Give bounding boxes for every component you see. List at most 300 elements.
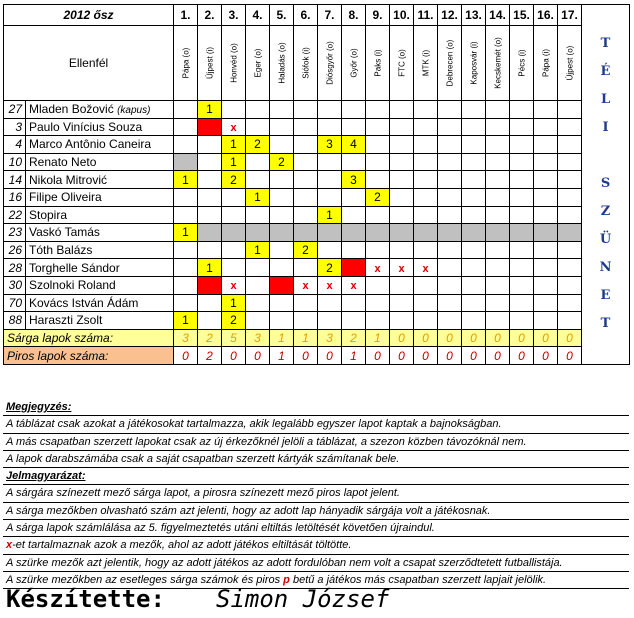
- card-cell: [270, 101, 294, 119]
- player-name-cell: [26, 188, 174, 206]
- player-row: [4, 312, 630, 330]
- card-cell: [342, 101, 366, 119]
- yellow-card-count: 1: [206, 102, 213, 117]
- yellow-card-count: 1: [254, 243, 261, 258]
- shirt-number: 10: [4, 153, 26, 171]
- card-cell: [510, 312, 534, 330]
- yellow-total-value: 0: [438, 329, 462, 347]
- card-cell: [534, 259, 558, 277]
- player-row: [4, 153, 630, 171]
- yellow-card-cell: [318, 136, 342, 154]
- card-cell: [246, 294, 270, 312]
- player-row: [4, 206, 630, 224]
- legend-line: [3, 537, 629, 554]
- card-cell: [270, 259, 294, 277]
- p-mark: p: [283, 573, 290, 586]
- yellow-card-count: 2: [230, 313, 237, 328]
- opponent-header: [198, 26, 222, 101]
- opponent-name: Eger (o): [253, 48, 263, 78]
- player-name-cell: [26, 224, 174, 242]
- shirt-number: 26: [4, 241, 26, 259]
- opponent-header: [462, 26, 486, 101]
- player-name-cell: [26, 241, 174, 259]
- yellow-card-count: 2: [326, 260, 333, 275]
- note-line: A lapok darabszámába csak a saját csapatban szerzett kártyák számítanak bele.: [3, 451, 629, 468]
- card-cell: [294, 118, 318, 136]
- inactive-cell: [294, 224, 318, 242]
- player-note: (kapus): [117, 105, 151, 117]
- card-cell: [438, 188, 462, 206]
- card-cell: [198, 312, 222, 330]
- card-cell: [174, 276, 198, 294]
- player-name: Vaskó Tamás: [29, 225, 100, 240]
- card-cell: [510, 276, 534, 294]
- legend-p-after: betű a játékos más csapatban szerzett lapjait jelölik.: [292, 573, 547, 586]
- yellow-card-cell: [222, 153, 246, 171]
- card-cell: [174, 259, 198, 277]
- card-cell: [414, 136, 438, 154]
- shirt-number: 4: [4, 136, 26, 154]
- card-cell: [486, 153, 510, 171]
- card-cell: [558, 136, 582, 154]
- player-name: Marco Antônio Caneira: [29, 137, 152, 152]
- card-cell: [510, 118, 534, 136]
- card-cell: [366, 171, 390, 189]
- inactive-cell: [438, 224, 462, 242]
- yellow-total-value: 0: [390, 329, 414, 347]
- shirt-number: 70: [4, 294, 26, 312]
- red-total-value: 0: [246, 347, 270, 365]
- inactive-cell: [198, 224, 222, 242]
- opponent-header: [174, 26, 198, 101]
- red-total-value: 1: [342, 347, 366, 365]
- round-number: 17.: [558, 5, 582, 26]
- author-line: [6, 585, 626, 615]
- card-cell: [534, 312, 558, 330]
- yellow-card-cell: [198, 101, 222, 119]
- inactive-cell: [486, 224, 510, 242]
- card-cell: [486, 101, 510, 119]
- card-cell: [558, 312, 582, 330]
- yellow-card-cell: [174, 312, 198, 330]
- legend-p-before: A szürke mezőkben az esetleges sárga számok és piros: [6, 573, 281, 586]
- player-name: Kovács István Ádám: [29, 295, 139, 310]
- round-number: 3.: [222, 5, 246, 26]
- card-cell: [198, 171, 222, 189]
- card-cell: [462, 171, 486, 189]
- yellow-card-cell: [366, 188, 390, 206]
- yellow-card-cell: [342, 136, 366, 154]
- opponent-header: [486, 26, 510, 101]
- legend-x-text: -et tartalmaznak azok a mezők, ahol az adott játékos eltiltását töltötte.: [12, 539, 352, 552]
- player-name: Szolnoki Roland: [29, 278, 116, 293]
- opponent-name: Haladás (o): [277, 42, 287, 84]
- shirt-number: 28: [4, 259, 26, 277]
- red-total-value: 0: [462, 347, 486, 365]
- card-cell: [510, 101, 534, 119]
- card-cell: [510, 259, 534, 277]
- opponent-row: [4, 26, 630, 101]
- opponent-name: Debrecen (o): [445, 39, 455, 87]
- card-cell: [294, 136, 318, 154]
- yellow-card-count: 3: [350, 172, 357, 187]
- card-cell: [366, 241, 390, 259]
- shirt-number: 16: [4, 188, 26, 206]
- card-cell: [342, 312, 366, 330]
- card-cell: [510, 153, 534, 171]
- card-cell: [270, 118, 294, 136]
- opponent-header: [534, 26, 558, 101]
- card-cell: [294, 153, 318, 171]
- card-cell: [534, 206, 558, 224]
- player-name-cell: [26, 276, 174, 294]
- yellow-card-cell: [342, 171, 366, 189]
- suspension-mark: x: [230, 280, 237, 293]
- card-cell: [486, 312, 510, 330]
- card-cell: [366, 153, 390, 171]
- card-cell: [246, 118, 270, 136]
- card-cell: [486, 294, 510, 312]
- card-cell: [510, 241, 534, 259]
- opponent-name: Újpest (o): [565, 45, 575, 81]
- card-cell: [390, 118, 414, 136]
- card-cell: [318, 101, 342, 119]
- card-cell: [534, 153, 558, 171]
- winter-break-label: [582, 5, 630, 365]
- card-cell: [486, 118, 510, 136]
- inactive-cell: [414, 224, 438, 242]
- yellow-card-cell: [222, 171, 246, 189]
- player-row: [4, 118, 630, 136]
- red-total-value: 0: [366, 347, 390, 365]
- note-line: A más csapatban szerzett lapokat csak az új érkezőknél jelöli a táblázat, a szezon közben távozóknál nem.: [3, 434, 629, 451]
- card-cell: [414, 206, 438, 224]
- card-cell: [390, 276, 414, 294]
- card-cell: [438, 171, 462, 189]
- card-cell: [558, 118, 582, 136]
- red-total-value: 0: [222, 347, 246, 365]
- card-cell: [510, 294, 534, 312]
- card-cell: [510, 206, 534, 224]
- card-cell: [438, 101, 462, 119]
- red-total-value: 0: [414, 347, 438, 365]
- yellow-card-cell: [222, 312, 246, 330]
- inactive-cell: [462, 224, 486, 242]
- red-total-value: 0: [174, 347, 198, 365]
- card-cell: [294, 188, 318, 206]
- yellow-card-count: 1: [182, 172, 189, 187]
- card-cell: [558, 153, 582, 171]
- round-number: 15.: [510, 5, 534, 26]
- card-cell: [246, 206, 270, 224]
- suspension-mark: x: [326, 280, 333, 293]
- player-name: Nikola Mitrović: [29, 172, 108, 187]
- round-number-row: [4, 5, 630, 26]
- card-cell: [246, 259, 270, 277]
- card-cell: [366, 136, 390, 154]
- card-cell: [462, 276, 486, 294]
- yellow-total-value: 0: [414, 329, 438, 347]
- card-cell: [294, 101, 318, 119]
- red-total-row: [4, 347, 630, 365]
- opponent-name: Kecskemét (o): [493, 37, 503, 89]
- card-cell: [270, 136, 294, 154]
- card-cell: [318, 241, 342, 259]
- card-cell: [558, 188, 582, 206]
- opponent-name: Honvéd (o): [229, 43, 239, 83]
- player-name-cell: [26, 294, 174, 312]
- player-row: [4, 101, 630, 119]
- card-cell: [222, 118, 246, 136]
- opponent-name: Siófok (i): [301, 47, 311, 79]
- card-cell: [462, 259, 486, 277]
- yellow-total-value: 3: [318, 329, 342, 347]
- yellow-card-count: 2: [374, 190, 381, 205]
- yellow-total-value: 0: [462, 329, 486, 347]
- card-cell: [462, 101, 486, 119]
- card-cell: [438, 294, 462, 312]
- opponent-header: [342, 26, 366, 101]
- card-cell: [366, 312, 390, 330]
- yellow-total-row: [4, 329, 630, 347]
- yellow-total-value: 2: [198, 329, 222, 347]
- author-label: Készítette:: [6, 585, 165, 613]
- player-row: [4, 224, 630, 242]
- card-cell: [366, 101, 390, 119]
- x-mark: x: [6, 539, 13, 552]
- red-total-value: 0: [390, 347, 414, 365]
- card-cell: [486, 241, 510, 259]
- legend-line: A sárga lapok számlálása az 5. figyelmeztetés utáni eltiltás letöltését követően újraindul.: [3, 520, 629, 537]
- inactive-cell: [246, 224, 270, 242]
- opponent-name: Pápa (i): [541, 48, 551, 78]
- note-line: A táblázat csak azokat a játékosokat tartalmazza, akik legalább egyszer lapot kaptak a bajnokságban.: [3, 416, 629, 433]
- card-cell: [198, 136, 222, 154]
- card-cell: [438, 259, 462, 277]
- card-cell: [438, 312, 462, 330]
- card-cell: [246, 101, 270, 119]
- card-cell: [390, 259, 414, 277]
- red-card-cell: [198, 118, 222, 136]
- player-row: [4, 276, 630, 294]
- card-cell: [390, 206, 414, 224]
- player-name: Haraszti Zsolt: [29, 313, 103, 328]
- red-total-value: 0: [486, 347, 510, 365]
- card-cell: [342, 276, 366, 294]
- card-cell: [534, 101, 558, 119]
- inactive-cell: [558, 224, 582, 242]
- card-cell: [462, 312, 486, 330]
- card-cell: [390, 101, 414, 119]
- yellow-total-label: Sárga lapok száma:: [4, 329, 174, 347]
- card-cell: [510, 171, 534, 189]
- card-cell: [294, 294, 318, 312]
- inactive-cell: [174, 153, 198, 171]
- suspension-mark: x: [350, 280, 357, 293]
- card-cell: [558, 241, 582, 259]
- opponent-name: Kaposvár (i): [469, 41, 479, 85]
- card-cell: [294, 276, 318, 294]
- notes-section: [3, 399, 629, 589]
- card-cell: [390, 312, 414, 330]
- yellow-card-cell: [294, 241, 318, 259]
- card-cell: [462, 188, 486, 206]
- player-name: Torghelle Sándor: [29, 260, 120, 275]
- red-total-value: 2: [198, 347, 222, 365]
- yellow-card-count: 2: [254, 137, 261, 152]
- card-cell: [486, 171, 510, 189]
- card-cell: [342, 188, 366, 206]
- card-cell: [342, 294, 366, 312]
- suspension-mark: x: [398, 262, 405, 275]
- card-cell: [222, 101, 246, 119]
- card-cell: [174, 294, 198, 312]
- opponent-name: Újpest (i): [205, 46, 215, 80]
- card-cell: [366, 118, 390, 136]
- yellow-card-cell: [246, 136, 270, 154]
- suspension-mark: x: [422, 262, 429, 275]
- yellow-card-count: 2: [278, 155, 285, 170]
- yellow-card-cell: [270, 153, 294, 171]
- card-cell: [534, 188, 558, 206]
- card-cell: [198, 188, 222, 206]
- card-cell: [534, 276, 558, 294]
- card-cell: [486, 259, 510, 277]
- card-cell: [414, 153, 438, 171]
- yellow-card-cell: [246, 188, 270, 206]
- yellow-total-value: 0: [534, 329, 558, 347]
- opponent-name: Pápa (o): [181, 47, 191, 79]
- yellow-card-count: 1: [230, 137, 237, 152]
- shirt-number: 3: [4, 118, 26, 136]
- card-cell: [222, 241, 246, 259]
- player-name-cell: [26, 312, 174, 330]
- winter-break-text: T É L I S Z Ü N E T: [599, 36, 612, 332]
- yellow-total-value: 1: [366, 329, 390, 347]
- yellow-total-value: 3: [174, 329, 198, 347]
- suspension-mark: x: [302, 280, 309, 293]
- card-cell: [438, 276, 462, 294]
- opponent-name: Pécs (i): [517, 49, 527, 77]
- opponent-header: [390, 26, 414, 101]
- ellenfel-label: Ellenfél: [4, 26, 174, 101]
- card-cell: [558, 206, 582, 224]
- opponent-name: Paks (i): [373, 49, 383, 77]
- yellow-card-count: 1: [230, 295, 237, 310]
- yellow-card-count: 4: [350, 137, 357, 152]
- opponent-header: [222, 26, 246, 101]
- card-cell: [438, 118, 462, 136]
- yellow-card-count: 3: [326, 137, 333, 152]
- inactive-cell: [270, 224, 294, 242]
- shirt-number: 88: [4, 312, 26, 330]
- card-cell: [246, 312, 270, 330]
- opponent-name: MTK (i): [421, 49, 431, 77]
- card-cell: [438, 153, 462, 171]
- card-cell: [486, 136, 510, 154]
- opponent-name: Győr (o): [349, 48, 359, 78]
- red-total-value: 0: [510, 347, 534, 365]
- yellow-total-value: 2: [342, 329, 366, 347]
- yellow-card-count: 1: [182, 225, 189, 240]
- yellow-total-value: 0: [510, 329, 534, 347]
- card-cell: [174, 206, 198, 224]
- card-cell: [294, 312, 318, 330]
- red-total-value: 0: [318, 347, 342, 365]
- yellow-card-cell: [318, 206, 342, 224]
- card-cell: [366, 206, 390, 224]
- yellow-total-value: 0: [486, 329, 510, 347]
- card-cell: [270, 206, 294, 224]
- card-cell: [414, 294, 438, 312]
- card-cell: [318, 118, 342, 136]
- card-cell: [534, 171, 558, 189]
- card-cell: [414, 171, 438, 189]
- round-number: 4.: [246, 5, 270, 26]
- card-cell: [270, 294, 294, 312]
- card-cell: [534, 136, 558, 154]
- card-cell: [414, 276, 438, 294]
- card-cell: [318, 188, 342, 206]
- player-name: Mladen Božović: [29, 102, 114, 117]
- opponent-header: [366, 26, 390, 101]
- red-total-value: 1: [270, 347, 294, 365]
- red-card-cell: [198, 276, 222, 294]
- player-name-cell: [26, 171, 174, 189]
- card-cell: [462, 118, 486, 136]
- card-cell: [246, 171, 270, 189]
- card-cell: [558, 171, 582, 189]
- yellow-card-cell: [246, 241, 270, 259]
- card-cell: [390, 294, 414, 312]
- card-cell: [438, 241, 462, 259]
- player-row: [4, 294, 630, 312]
- player-name-cell: [26, 101, 174, 119]
- card-cell: [174, 241, 198, 259]
- card-cell: [462, 294, 486, 312]
- legend-heading: Jelmagyarázat:: [3, 468, 629, 485]
- suspension-mark: x: [230, 121, 237, 134]
- card-cell: [390, 241, 414, 259]
- card-cell: [414, 259, 438, 277]
- opponent-name: Diósgyőr (o): [325, 41, 335, 85]
- yellow-card-cell: [174, 224, 198, 242]
- card-cell: [462, 241, 486, 259]
- card-cell: [222, 276, 246, 294]
- notes-heading: Megjegyzés:: [3, 399, 629, 416]
- card-cell: [318, 312, 342, 330]
- card-cell: [270, 188, 294, 206]
- player-name-cell: [26, 259, 174, 277]
- inactive-cell: [534, 224, 558, 242]
- yellow-card-count: 2: [230, 172, 237, 187]
- player-row: [4, 136, 630, 154]
- opponent-header: [414, 26, 438, 101]
- card-cell: [270, 241, 294, 259]
- card-cell: [558, 294, 582, 312]
- yellow-card-count: 1: [254, 190, 261, 205]
- inactive-cell: [390, 224, 414, 242]
- red-card-cell: [270, 276, 294, 294]
- card-table: [3, 4, 630, 365]
- opponent-header: [558, 26, 582, 101]
- player-name-cell: [26, 153, 174, 171]
- card-cell: [222, 259, 246, 277]
- card-cell: [462, 153, 486, 171]
- card-cell: [366, 259, 390, 277]
- player-name: Filipe Oliveira: [29, 190, 102, 205]
- inactive-cell: [342, 224, 366, 242]
